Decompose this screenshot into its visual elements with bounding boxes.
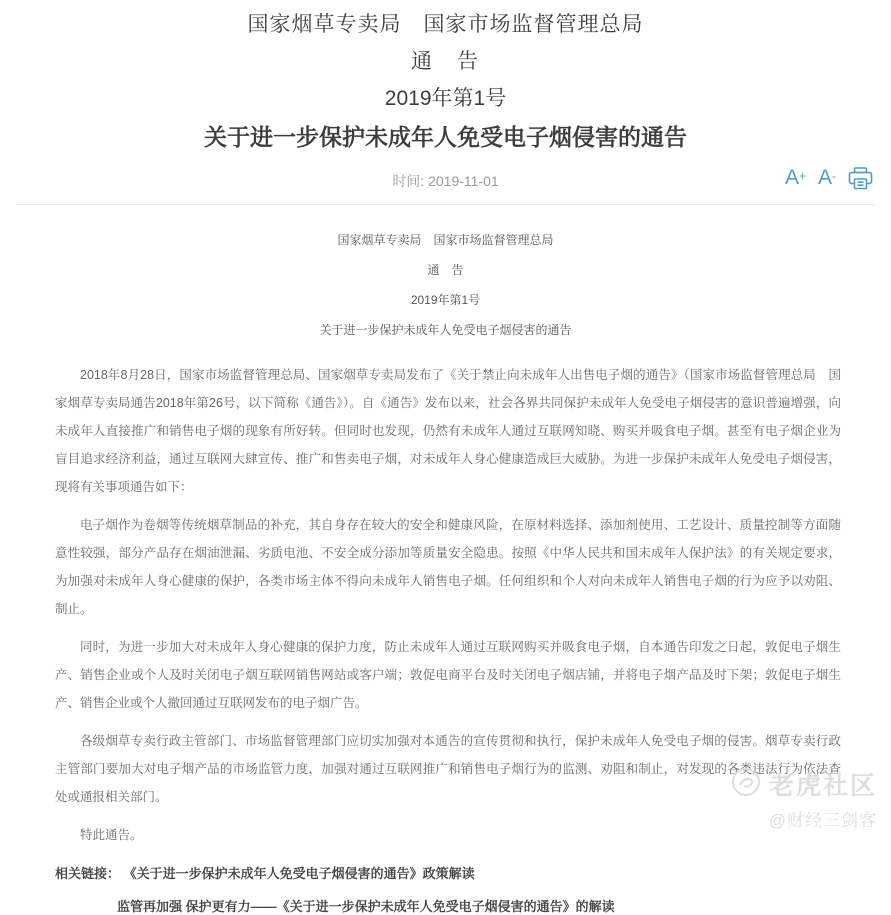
notice-paragraph-background: 2018年8月28日，国家市场监督管理总局、国家烟草专卖局发布了《关于禁止向未成年人出售电子烟的通告》（国家市场监督管理总局 国家烟草专卖局通告2018年第26号，以下简称《通告》）。自《通告》发布以来，社会各界共同保护未成年人免受电子烟侵害的意识普遍增强，向未成年人直接推广和销售电子烟的现象有所好转。但同时也发现，仍然有未成年人通过互联网知晓、购买并吸食电子烟。甚至有电子烟企业为盲目追求经济利益，通过互联网大肆宣传、推广和售卖电子烟，对未成年人身心健康造成巨大威胁。为进一步保护未成年人免受电子烟侵害，现将有关事项通告如下：: [55, 368, 841, 494]
publish-time: [0, 158, 891, 204]
notice-paragraph-measures: 同时，为进一步加大对未成年人身心健康的保护力度，防止未成年人通过互联网购买并吸食电子烟，自本通告印发之日起，敦促电子烟生产、销售企业或个人及时关闭电子烟互联网销售网站或客户端；敦促电商平台及时关闭电子烟店铺，并将电子烟产品及时下架；敦促电子烟生产、销售企业或个人撤回通过互联网发布的电子烟广告。: [55, 640, 841, 710]
doc-header-agencies: 国家烟草专卖局 国家市场监督管理总局: [337, 233, 554, 247]
related-links: [0, 859, 891, 915]
font-increase-letter: A: [784, 166, 799, 189]
document-body: [0, 361, 891, 849]
divider: [16, 204, 875, 205]
related-link-interpretation-article[interactable]: 监管再加强 保护更有力——《关于进一步保护未成年人免受电子烟侵害的通告》的解读: [117, 899, 615, 914]
font-decrease-letter: A: [817, 166, 832, 189]
watermark-handle: @财经三剑客: [768, 811, 877, 830]
notice-paragraph-risks: 电子烟作为卷烟等传统烟草制品的补充，其自身存在较大的安全和健康风险，在原材料选择、添加剂使用、工艺设计、质量控制等方面随意性较强，部分产品存在烟油泄漏、劣质电池、不安全成分添加等质量安全隐患。按照《中华人民共和国未成年人保护法》的有关规定要求，为加强对未成年人身心健康的保护，各类市场主体不得向未成年人销售电子烟。任何组织和个人对向未成年人销售电子烟的行为应予以劝阻、制止。: [55, 518, 841, 616]
page-title-number: 2019年第1号: [384, 87, 507, 110]
related-links-row-2: [55, 896, 841, 915]
page-tools: [785, 166, 873, 190]
doc-header-title: 关于进一步保护未成年人免受电子烟侵害的通告: [319, 323, 572, 337]
plus-icon: +: [798, 169, 806, 183]
related-links-label: 相关链接：: [55, 866, 124, 881]
font-decrease-button[interactable]: [818, 166, 836, 190]
minus-icon: -: [832, 169, 836, 183]
doc-header-notice-type: 通 告: [427, 263, 464, 277]
doc-header-number: 2019年第1号: [410, 293, 481, 307]
font-increase-button[interactable]: [785, 166, 806, 190]
document-header: [0, 225, 891, 345]
notice-paragraph-enforcement: 各级烟草专卖行政主管部门、市场监督管理部门应切实加强对本通告的宣传贯彻和执行，保护未成年人免受电子烟的侵害。烟草专卖行政主管部门要加大对电子烟产品的市场监管力度，加强对通过互联网推广和销售电子烟行为的监测、劝阻和制止，对发现的各类违法行为依法查处或通报相关部门。: [55, 734, 841, 804]
print-icon[interactable]: [848, 167, 873, 190]
publish-time-label: 时间:: [392, 173, 425, 189]
page-title-agencies: 国家烟草专卖局 国家市场监督管理总局: [247, 13, 644, 36]
meta-row: [0, 158, 891, 204]
page-title-main: 关于进一步保护未成年人免受电子烟侵害的通告: [204, 124, 687, 150]
related-link-policy-interpretation[interactable]: 《关于进一步保护未成年人免受电子烟侵害的通告》政策解读: [123, 866, 475, 881]
page-header: [0, 0, 891, 158]
watermark-brand: 老虎社区: [768, 772, 877, 800]
notice-paragraph-closing: 特此通告。: [80, 828, 143, 842]
related-links-row-1: [55, 863, 841, 882]
page-title-notice-type: 通 告: [411, 50, 480, 73]
publish-time-value: 2019-11-01: [428, 173, 499, 189]
